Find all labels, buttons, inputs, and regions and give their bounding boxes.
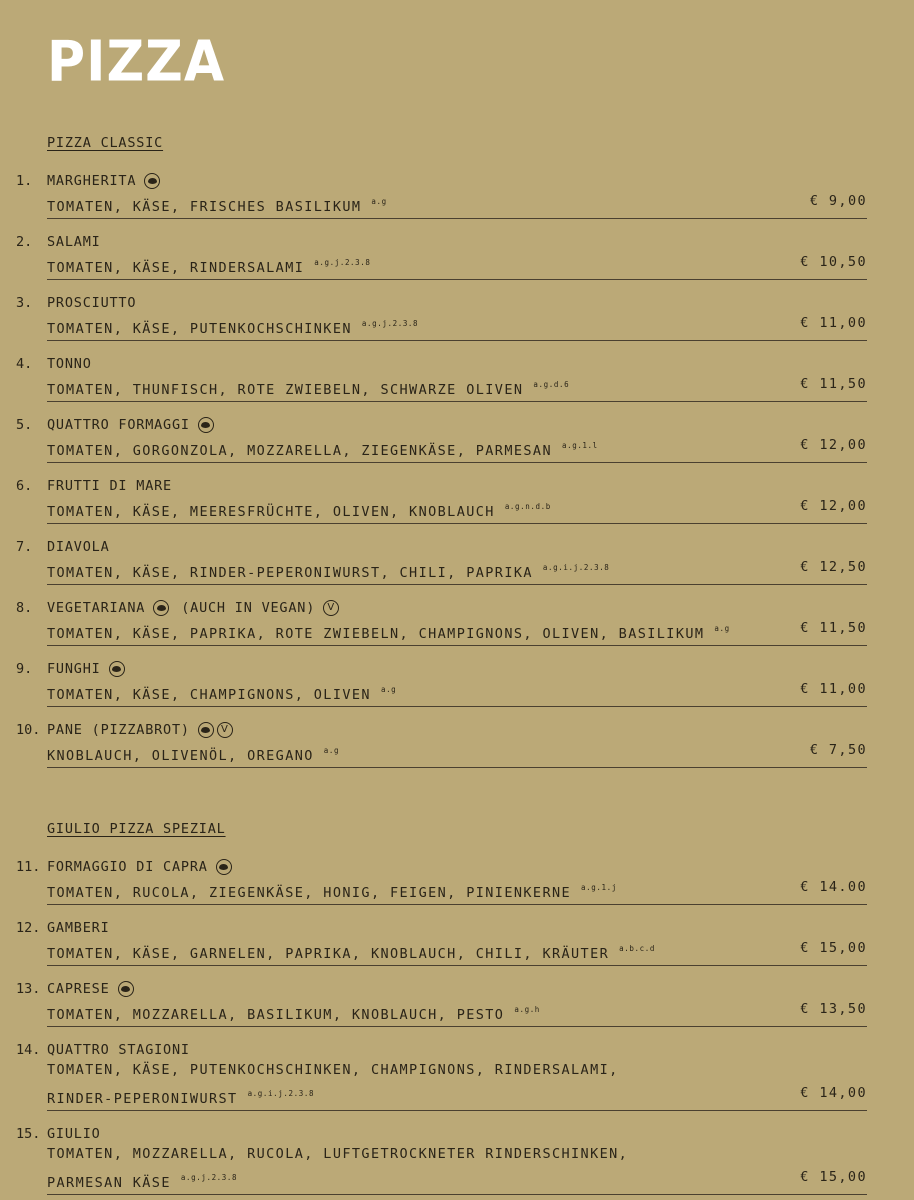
item-price: € 12,50 [800, 559, 867, 575]
item-name-text: DIAVOLA [47, 539, 110, 555]
item-number: 9. [16, 661, 33, 677]
description-line: TOMATEN, KÄSE, CHAMPIGNONS, OLIVEN $^{a.g}$ [47, 685, 397, 703]
item-name-text: PROSCIUTTO [47, 295, 137, 311]
item-number: 12. [16, 920, 41, 936]
item-number: 4. [16, 356, 33, 372]
item-name-text: PANE (PIZZABROT) [47, 722, 190, 738]
vegetarian-icon [198, 417, 214, 433]
description-line: TOMATEN, KÄSE, PUTENKOCHSCHINKEN, CHAMPIGNONS, RINDERSALAMI, [47, 1062, 619, 1078]
description-line: TOMATEN, KÄSE, MEERESFRÜCHTE, OLIVEN, KNOBLAUCH $^{a.g.n.d.b}$ [47, 502, 551, 520]
item-name [47, 539, 110, 555]
allergen-codes: a.b.c.d [619, 944, 655, 953]
item-divider [47, 1194, 867, 1195]
allergen-codes: a.g.1.j [581, 883, 617, 892]
item-name [47, 356, 92, 372]
item-description [47, 678, 396, 707]
vegetarian-icon [198, 722, 214, 738]
item-description [47, 1143, 628, 1195]
vegetarian-icon [144, 173, 160, 189]
item-price: € 11,50 [800, 620, 867, 636]
allergen-codes: a.g.d.6 [533, 380, 570, 389]
description-line: TOMATEN, KÄSE, PUTENKOCHSCHINKEN $^{a.g.j.2.3.8}$ [47, 319, 419, 337]
vegetarian-icon [118, 981, 134, 997]
item-number: 14. [16, 1042, 41, 1058]
item-number: 2. [16, 234, 33, 250]
vegetarian-icon [216, 859, 232, 875]
item-name-text: FRUTTI DI MARE [47, 478, 172, 494]
item-number: 1. [16, 173, 33, 189]
item-description [47, 495, 551, 524]
vegan-icon: V [217, 722, 233, 738]
item-description [47, 617, 730, 646]
section-title: PIZZA CLASSIC [47, 135, 164, 151]
item-divider [47, 965, 867, 966]
item-divider [47, 904, 867, 905]
item-number: 5. [16, 417, 33, 433]
description-line: TOMATEN, KÄSE, PAPRIKA, ROTE ZWIEBELN, CHAMPIGNONS, OLIVEN, BASILIKUM $^{a.g}$ [47, 624, 730, 642]
item-name-text: GAMBERI [47, 920, 110, 936]
item-divider [47, 1110, 867, 1111]
item-name [47, 1126, 101, 1142]
item-divider [47, 1026, 867, 1027]
item-price: € 14.00 [800, 879, 867, 895]
item-number: 8. [16, 600, 33, 616]
item-description [47, 1059, 619, 1111]
item-description [47, 937, 655, 966]
item-price: € 11,00 [800, 315, 867, 331]
allergen-codes: a.g.j.2.3.8 [361, 319, 419, 328]
item-divider [47, 767, 867, 768]
item-name-text: CAPRESE [47, 981, 110, 997]
description-line: RINDER-PEPERONIWURST $^{a.g.i.j.2.3.8}$ [47, 1089, 315, 1107]
item-number: 7. [16, 539, 33, 555]
item-divider [47, 523, 867, 524]
item-name-text: FUNGHI [47, 661, 101, 677]
item-description [47, 312, 418, 341]
item-number: 13. [16, 981, 41, 997]
allergen-codes: a.g [371, 197, 387, 206]
description-line: TOMATEN, GORGONZOLA, MOZZARELLA, ZIEGENKÄSE, PARMESAN $^{a.g.1.l}$ [47, 441, 598, 459]
page-title: PIZZA [47, 29, 226, 95]
allergen-codes: a.g.i.j.2.3.8 [247, 1089, 315, 1098]
item-name [47, 417, 214, 433]
description-line: TOMATEN, KÄSE, FRISCHES BASILIKUM $^{a.g}$ [47, 197, 387, 215]
item-description [47, 373, 569, 402]
vegan-icon: V [323, 600, 339, 616]
item-divider [47, 279, 867, 280]
item-name-text: GIULIO [47, 1126, 101, 1142]
description-line: PARMESAN KÄSE $^{a.g.j.2.3.8}$ [47, 1173, 238, 1191]
item-divider [47, 340, 867, 341]
item-divider [47, 218, 867, 219]
item-price: € 15,00 [800, 1169, 867, 1185]
item-name-text: FORMAGGIO DI CAPRA [47, 859, 208, 875]
item-name [47, 981, 134, 997]
item-name [47, 478, 172, 494]
item-name [47, 173, 160, 189]
item-price: € 9,00 [809, 193, 867, 209]
item-divider [47, 645, 867, 646]
item-name-text: SALAMI [47, 234, 101, 250]
item-name [47, 234, 101, 250]
item-name [47, 600, 339, 616]
section-title: GIULIO PIZZA SPEZIAL [47, 821, 226, 837]
item-number: 10. [16, 722, 41, 738]
item-price: € 15,00 [800, 940, 867, 956]
item-name-text: QUATTRO FORMAGGI [47, 417, 190, 433]
item-name-text: TONNO [47, 356, 92, 372]
item-name-text: MARGHERITA [47, 173, 137, 189]
item-divider [47, 401, 867, 402]
allergen-codes: a.g.j.2.3.8 [314, 258, 371, 267]
item-description [47, 876, 617, 905]
description-line: TOMATEN, MOZZARELLA, RUCOLA, LUFTGETROCKNETER RINDERSCHINKEN, [47, 1146, 629, 1162]
item-description [47, 556, 609, 585]
description-line: TOMATEN, RUCOLA, ZIEGENKÄSE, HONIG, FEIGEN, PINIENKERNE $^{a.g.1.j}$ [47, 883, 617, 901]
vegetarian-icon [109, 661, 125, 677]
item-price: € 14,00 [800, 1085, 867, 1101]
item-price: € 12,00 [800, 498, 867, 514]
item-name-text: VEGETARIANA [47, 600, 146, 616]
allergen-codes: a.g [380, 685, 397, 694]
item-description [47, 998, 540, 1027]
allergen-codes: a.g.j.2.3.8 [180, 1173, 238, 1182]
allergen-codes: a.g.1.l [561, 441, 598, 450]
item-number: 6. [16, 478, 33, 494]
item-divider [47, 706, 867, 707]
item-name [47, 859, 232, 875]
item-divider [47, 462, 867, 463]
description-line: TOMATEN, MOZZARELLA, BASILIKUM, KNOBLAUCH, PESTO $^{a.g.h}$ [47, 1005, 540, 1023]
allergen-codes: a.g [323, 746, 340, 755]
item-price: € 10,50 [800, 254, 867, 270]
item-number: 11. [16, 859, 41, 875]
item-price: € 12,00 [800, 437, 867, 453]
item-divider [47, 584, 867, 585]
vegetarian-icon [153, 600, 169, 616]
description-line: KNOBLAUCH, OLIVENÖL, OREGANO $^{a.g}$ [47, 746, 340, 764]
item-name [47, 1042, 190, 1058]
item-name [47, 295, 136, 311]
item-price: € 13,50 [800, 1001, 867, 1017]
item-description [47, 434, 598, 463]
item-price: € 11,50 [800, 376, 867, 392]
description-line: TOMATEN, KÄSE, GARNELEN, PAPRIKA, KNOBLAUCH, CHILI, KRÄUTER $^{a.b.c.d}$ [47, 944, 655, 962]
allergen-codes: a.g.n.d.b [504, 502, 551, 511]
item-description [47, 739, 339, 768]
item-name-text: QUATTRO STAGIONI [47, 1042, 190, 1058]
item-number: 15. [16, 1126, 41, 1142]
item-number: 3. [16, 295, 33, 311]
item-description [47, 190, 387, 219]
description-line: TOMATEN, KÄSE, RINDERSALAMI $^{a.g.j.2.3.8}$ [47, 258, 371, 276]
item-price: € 11,00 [800, 681, 867, 697]
item-note: (AUCH IN VEGAN) [181, 600, 316, 616]
description-line: TOMATEN, KÄSE, RINDER-PEPERONIWURST, CHILI, PAPRIKA $^{a.g.i.j.2.3.8}$ [47, 563, 610, 581]
item-name [47, 661, 125, 677]
item-name [47, 722, 233, 738]
allergen-codes: a.g.i.j.2.3.8 [542, 563, 610, 572]
item-name [47, 920, 110, 936]
allergen-codes: a.g.h [514, 1005, 540, 1014]
item-description [47, 251, 371, 280]
allergen-codes: a.g [714, 624, 730, 633]
item-price: € 7,50 [809, 742, 867, 758]
description-line: TOMATEN, THUNFISCH, ROTE ZWIEBELN, SCHWARZE OLIVEN $^{a.g.d.6}$ [47, 380, 570, 398]
